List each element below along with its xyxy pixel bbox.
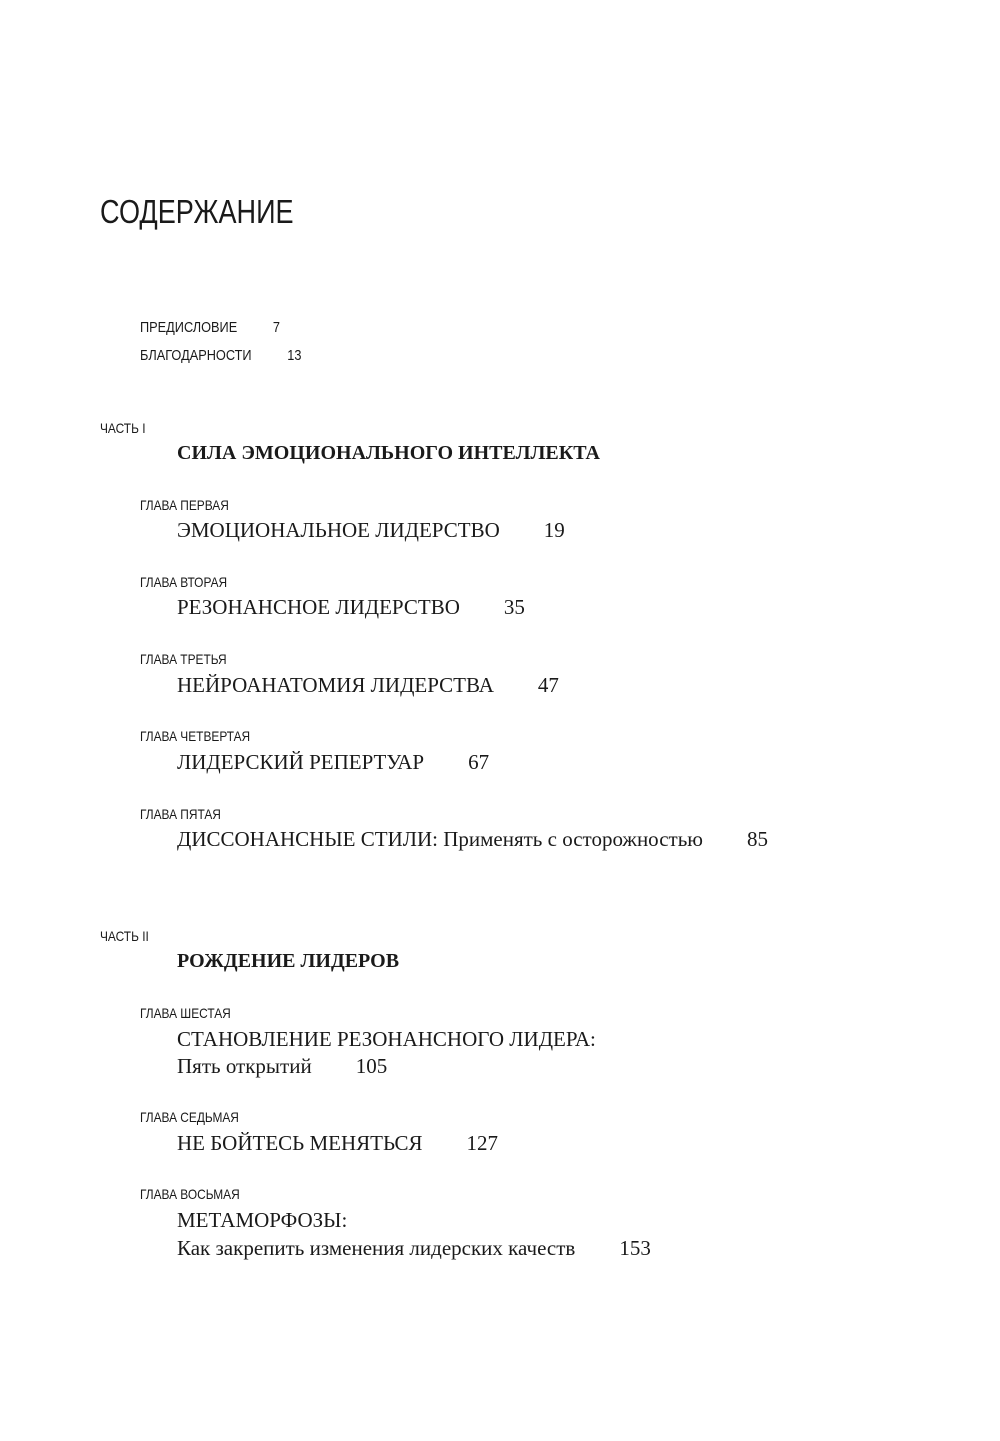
toc-page-number: 85	[746, 827, 768, 851]
chapter-subtitle: Пять открытий	[177, 1054, 312, 1078]
chapter-title: НЕ БОЙТЕСЬ МЕНЯТЬСЯ	[177, 1131, 423, 1155]
toc-entry-label: БЛАГОДАРНОСТИ	[140, 347, 252, 364]
toc-page-number: 127	[466, 1131, 499, 1155]
part-label: ЧАСТЬ I	[100, 420, 146, 436]
toc-entry-chapter-8-line2[interactable]	[177, 1236, 651, 1261]
chapter-label: ГЛАВА СЕДЬМАЯ	[140, 1109, 239, 1125]
chapter-title: РЕЗОНАНСНОЕ ЛИДЕРСТВО	[177, 595, 460, 619]
toc-entry-chapter-3[interactable]	[177, 673, 559, 698]
chapter-title: МЕТАМОРФОЗЫ:	[177, 1208, 348, 1232]
part-title[interactable]: РОЖДЕНИЕ ЛИДЕРОВ	[177, 950, 400, 972]
chapter-label: ГЛАВА ВТОРАЯ	[140, 574, 228, 590]
toc-page-number: 7	[272, 319, 281, 336]
toc-page-number: 105	[355, 1054, 388, 1078]
toc-page-number: 47	[537, 673, 559, 697]
toc-page-number: 19	[543, 518, 565, 542]
chapter-title: ЭМОЦИОНАЛЬНОЕ ЛИДЕРСТВО	[177, 518, 500, 542]
chapter-label: ГЛАВА ПЯТАЯ	[140, 806, 221, 822]
chapter-label: ГЛАВА ЧЕТВЕРТАЯ	[140, 728, 251, 744]
toc-entry-chapter-4[interactable]	[177, 750, 489, 775]
chapter-title: СТАНОВЛЕНИЕ РЕЗОНАНСНОГО ЛИДЕРА:	[177, 1027, 596, 1051]
toc-entry-preface[interactable]	[140, 319, 280, 336]
part-title[interactable]: СИЛА ЭМОЦИОНАЛЬНОГО ИНТЕЛЛЕКТА	[177, 442, 600, 464]
toc-entry-chapter-2[interactable]	[177, 595, 525, 620]
toc-page-number: 67	[468, 750, 490, 774]
chapter-title: НЕЙРОАНАТОМИЯ ЛИДЕРСТВА	[177, 673, 494, 697]
chapter-title: ДИССОНАНСНЫЕ СТИЛИ: Применять с осторожностью	[177, 827, 703, 851]
toc-entry-acknowledgements[interactable]	[140, 347, 301, 364]
toc-page-number: 35	[503, 595, 525, 619]
toc-entry-chapter-1[interactable]	[177, 518, 565, 543]
chapter-label: ГЛАВА ШЕСТАЯ	[140, 1005, 231, 1021]
toc-entry-label: ПРЕДИСЛОВИЕ	[140, 319, 238, 336]
chapter-label: ГЛАВА ВОСЬМАЯ	[140, 1186, 240, 1202]
toc-entry-chapter-7[interactable]	[177, 1131, 498, 1156]
chapter-subtitle: Как закрепить изменения лидерских качеств	[177, 1236, 576, 1260]
chapter-title: ЛИДЕРСКИЙ РЕПЕРТУАР	[177, 750, 425, 774]
toc-page-number: 153	[619, 1236, 651, 1260]
toc-page-number: 13	[287, 347, 302, 364]
toc-entry-chapter-5[interactable]	[177, 827, 768, 852]
chapter-label: ГЛАВА ТРЕТЬЯ	[140, 651, 227, 667]
page-title: СОДЕРЖАНИЕ	[100, 193, 294, 230]
toc-entry-chapter-8-line1[interactable]	[177, 1208, 347, 1233]
toc-entry-chapter-6-line2[interactable]	[177, 1054, 387, 1079]
part-label: ЧАСТЬ II	[100, 928, 149, 944]
chapter-label: ГЛАВА ПЕРВАЯ	[140, 497, 229, 513]
toc-entry-chapter-6-line1[interactable]	[177, 1027, 596, 1052]
